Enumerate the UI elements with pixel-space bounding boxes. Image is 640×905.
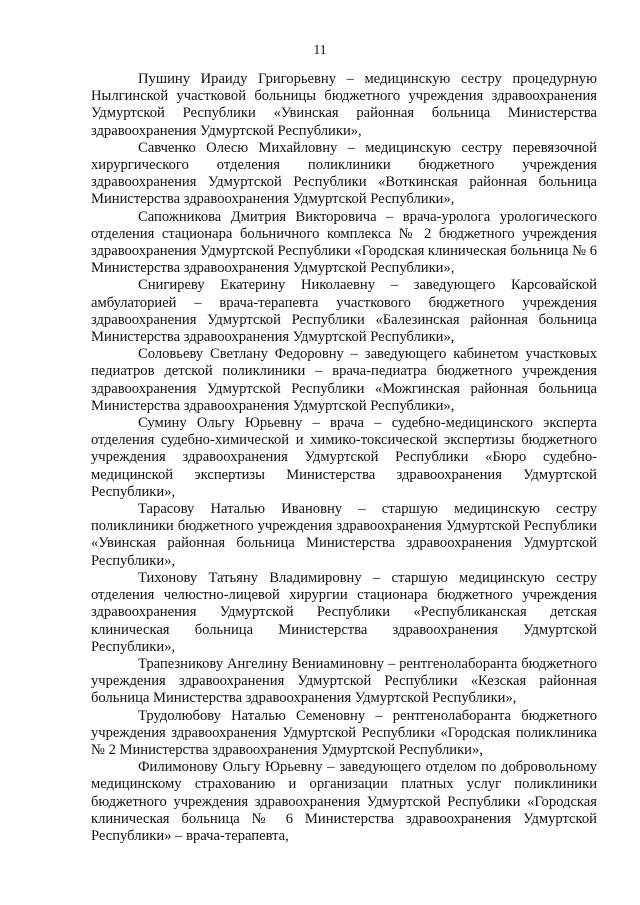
document-body	[91, 71, 597, 845]
award-entry-savchenko: Савченко Олесю Михайловну – медицинскую сестру перевязочной хирургического отделения поликлиники бюджетного учреждения здравоохранения Удмуртской Республики «Воткинская районная больница Министерства здравоохранения Удмуртской Республики»,	[91, 139, 597, 208]
award-entry-tarasova: Тарасову Наталью Ивановну – старшую медицинскую сестру поликлиники бюджетного учреждения здравоохранения Удмуртской Республики «Увинская районная больница Министерства здравоохранения Удмуртской Республики»,	[91, 501, 597, 569]
award-entry-sapozhnikov: Сапожникова Дмитрия Викторовича – врача-уролога урологического отделения стационара больничного комплекса № 2 бюджетного учреждения здравоохранения Удмуртской Республики «Городская клиническая больница № 6 Министерства здравоохранения Удмуртской Республики»,	[91, 208, 597, 277]
award-entry-snigireva: Снигиреву Екатерину Николаевну – заведующего Карсовайской амбулаторией – врача-терапевта участкового бюджетного учреждения здравоохранения Удмуртской Республики «Балезинская районная больница Министерства здравоохранения Удмуртской Республики»,	[91, 277, 597, 346]
award-entry-solovyeva: Соловьеву Светлану Федоровну – заведующего кабинетом участковых педиатров детской поликлиники – врача-педиатра бюджетного учреждения здравоохранения Удмуртской Республики «Можгинская районная больница Министерства здравоохранения Удмуртской Республики»,	[91, 346, 597, 414]
award-entry-tikhonova: Тихонову Татьяну Владимировну – старшую медицинскую сестру отделения челюстно-лицевой хирургии стационара бюджетного учреждения здравоохранения Удмуртской Республики «Республиканская детская клиническая больница Министерства здравоохранения Удмуртской Республики»,	[91, 569, 597, 655]
award-entry-pushina: Пушину Ираиду Григорьевну – медицинскую сестру процедурную Нылгинской участковой больницы бюджетного учреждения здравоохранения Удмуртской Республики «Увинская районная больница Министерства здравоохранения Удмуртской Республики»,	[91, 71, 597, 139]
award-entry-sumina: Сумину Ольгу Юрьевну – врача – судебно-медицинского эксперта отделения судебно-химической и химико-токсической экспертизы бюджетного учреждения здравоохранения Удмуртской Республики «Бюро судебно-медицинской экспертизы Министерства здравоохранения Удмуртской Республики»,	[91, 415, 597, 500]
award-entry-trudolyubova: Трудолюбову Наталью Семеновну – рентгенолаборанта бюджетного учреждения здравоохранения Удмуртской Республики «Городская поликлиника № 2 Министерства здравоохранения Удмуртской Республики»,	[91, 707, 597, 758]
award-entry-filimonova: Филимонову Ольгу Юрьевну – заведующего отделом по добровольному медицинскому страхованию и организации платных услуг поликлиники бюджетного учреждения здравоохранения Удмуртской Республики «Городская клиническая больница № 6 Министерства здравоохранения Удмуртской Республики» – врача-терапевта,	[91, 759, 597, 844]
award-entry-trapeznikova: Трапезникову Ангелину Вениаминовну – рентгенолаборанта бюджетного учреждения здравоохранения Удмуртской Республики «Кезская районная больница Министерства здравоохранения Удмуртской Республики»,	[91, 655, 597, 707]
page-number: 11	[313, 42, 327, 57]
